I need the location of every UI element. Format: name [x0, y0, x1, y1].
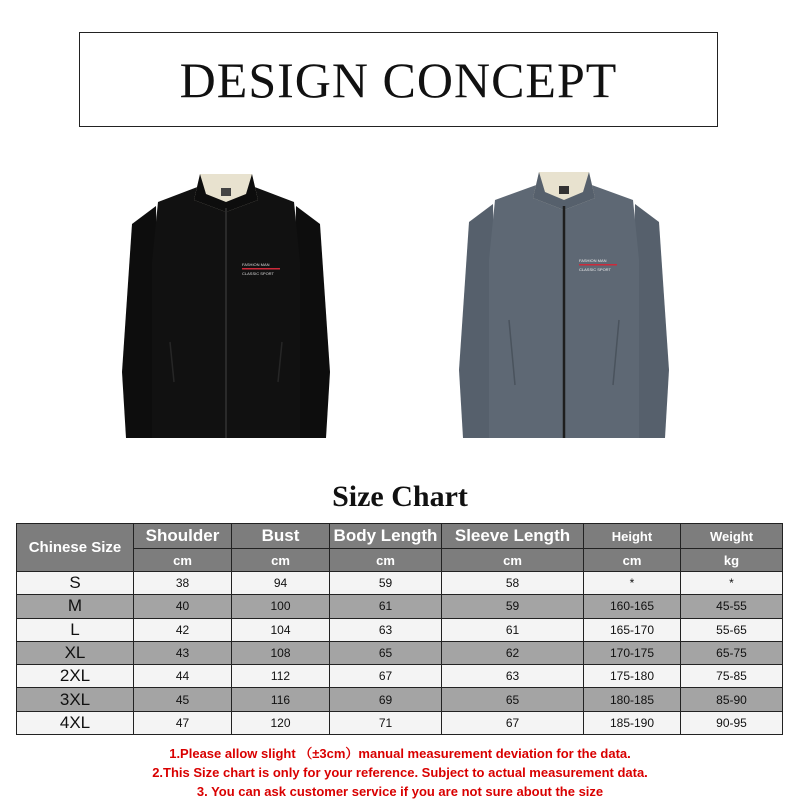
header-weight: Weight — [681, 524, 783, 549]
chinese-size-header: Chinese Size — [17, 524, 134, 572]
logo-stripe — [242, 268, 280, 270]
table-cell: 62 — [442, 641, 584, 664]
table-cell: 40 — [134, 595, 232, 618]
size-cell: 4XL — [17, 711, 134, 734]
unit-weight: kg — [681, 549, 783, 572]
table-cell: 180-185 — [584, 688, 681, 711]
header-height: Height — [584, 524, 681, 549]
table-cell: 116 — [232, 688, 330, 711]
table-cell: 67 — [330, 665, 442, 688]
size-cell: S — [17, 572, 134, 595]
unit-shoulder: cm — [134, 549, 232, 572]
table-cell: 47 — [134, 711, 232, 734]
table-cell: 65 — [330, 641, 442, 664]
table-cell: 55-65 — [681, 618, 783, 641]
table-cell: 160-165 — [584, 595, 681, 618]
table-cell: 67 — [442, 711, 584, 734]
table-cell: 59 — [442, 595, 584, 618]
size-chart-title: Size Chart — [332, 480, 468, 513]
table-cell: 65 — [442, 688, 584, 711]
table-cell: * — [681, 572, 783, 595]
unit-sleeve-length: cm — [442, 549, 584, 572]
table-cell: 112 — [232, 665, 330, 688]
table-cell: 104 — [232, 618, 330, 641]
header-body-length: Body Length — [330, 524, 442, 549]
note-2: 2.This Size chart is only for your reference. Subject to actual measurement data. — [152, 765, 648, 780]
table-cell: 63 — [442, 665, 584, 688]
table-cell: 71 — [330, 711, 442, 734]
grey-jacket-illustration — [455, 170, 673, 440]
table-row — [17, 572, 783, 595]
table-cell: 100 — [232, 595, 330, 618]
table-cell: 120 — [232, 711, 330, 734]
logo-line-2: CLASSIC SPORT — [242, 271, 274, 276]
logo-line-1: FASHION MAN — [579, 258, 607, 263]
table-cell: 165-170 — [584, 618, 681, 641]
note-3: 3. You can ask customer service if you are not sure about the size — [196, 784, 604, 799]
collar-tag — [559, 186, 569, 194]
header-row-labels — [17, 524, 783, 549]
logo-line-1: FASHION MAN — [242, 262, 270, 267]
size-cell: M — [17, 595, 134, 618]
table-row — [17, 665, 783, 688]
table-cell: 85-90 — [681, 688, 783, 711]
size-cell: 2XL — [17, 665, 134, 688]
product-image-grey-jacket — [455, 170, 673, 440]
size-cell: 3XL — [17, 688, 134, 711]
size-notes — [0, 744, 800, 801]
table-cell: 175-180 — [584, 665, 681, 688]
product-image-black-jacket — [118, 172, 334, 440]
table-cell: 65-75 — [681, 641, 783, 664]
table-row — [17, 641, 783, 664]
table-cell: 185-190 — [584, 711, 681, 734]
table-cell: 170-175 — [584, 641, 681, 664]
table-cell: 45 — [134, 688, 232, 711]
collar-tag — [221, 188, 231, 196]
table-cell: 108 — [232, 641, 330, 664]
table-cell: 59 — [330, 572, 442, 595]
table-row — [17, 618, 783, 641]
table-cell: 90-95 — [681, 711, 783, 734]
table-cell: 75-85 — [681, 665, 783, 688]
header-bust: Bust — [232, 524, 330, 549]
black-jacket-illustration — [118, 172, 334, 440]
table-row — [17, 688, 783, 711]
note-1: 1.Please allow slight （±3cm）manual measurement deviation for the data. — [169, 746, 631, 761]
table-row — [17, 711, 783, 734]
table-row — [17, 595, 783, 618]
logo-line-2: CLASSIC SPORT — [579, 267, 611, 272]
unit-bust: cm — [232, 549, 330, 572]
table-cell: 42 — [134, 618, 232, 641]
table-cell: 44 — [134, 665, 232, 688]
table-cell: 45-55 — [681, 595, 783, 618]
unit-body-length: cm — [330, 549, 442, 572]
table-cell: 58 — [442, 572, 584, 595]
table-cell: 69 — [330, 688, 442, 711]
unit-height: cm — [584, 549, 681, 572]
table-cell: 43 — [134, 641, 232, 664]
table-cell: 63 — [330, 618, 442, 641]
header-shoulder: Shoulder — [134, 524, 232, 549]
table-cell: 61 — [442, 618, 584, 641]
table-cell: 38 — [134, 572, 232, 595]
header-sleeve-length: Sleeve Length — [442, 524, 584, 549]
size-cell: L — [17, 618, 134, 641]
logo-stripe — [579, 264, 617, 266]
design-concept-banner — [79, 32, 718, 127]
size-cell: XL — [17, 641, 134, 664]
size-chart-table — [16, 523, 783, 735]
table-cell: 61 — [330, 595, 442, 618]
table-cell: * — [584, 572, 681, 595]
table-cell: 94 — [232, 572, 330, 595]
banner-title: DESIGN CONCEPT — [179, 51, 618, 108]
